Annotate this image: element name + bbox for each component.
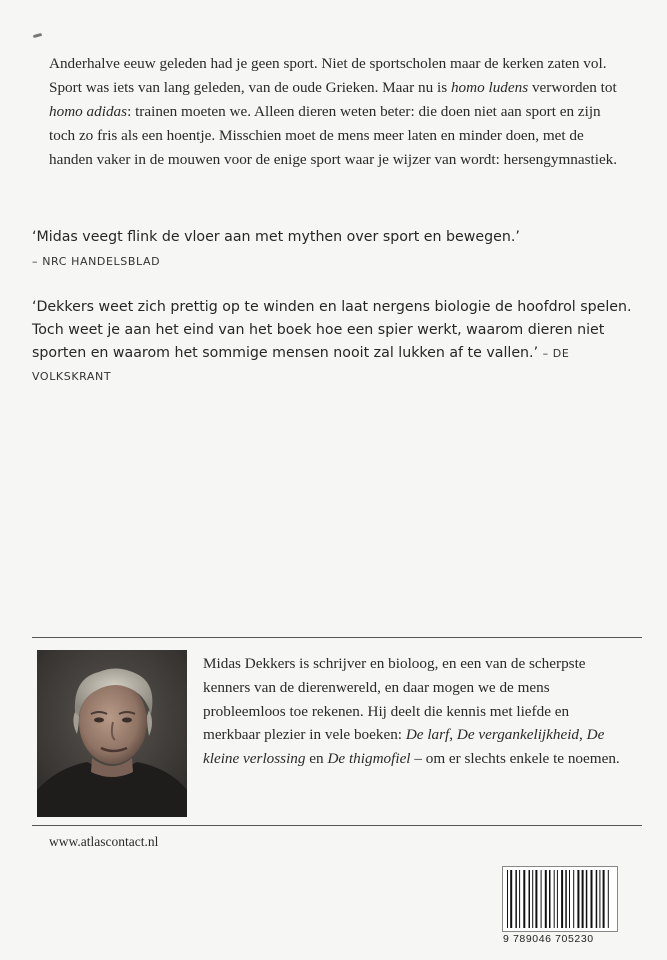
bio-part: , [449,726,457,744]
barcode-bar [541,870,542,928]
bio-title-larf: De larf [405,726,450,744]
bio-part: – om er slechts enkele te noemen. [410,750,620,768]
barcode-bar [565,870,567,928]
barcode-bar [515,870,517,928]
review-quote-2 [32,296,642,388]
quote-source: – NRC HANDELSBLAD [32,255,161,268]
isbn-number: 9 789046 705230 [503,933,594,945]
barcode-bar [532,870,533,928]
divider-bottom [32,825,642,826]
barcode-bar [591,870,593,928]
barcode-bar [529,870,531,928]
blurb-part: : trainen moeten we. Alleen dieren weten beter: die doen niet aan sport en zijn toch zo fris als een hoentje. Misschien moet de mens meer laten en minder doen, met de handen vaker in de mouwen voor de enige sport waar je wijzer van wordt: hersengymnastiek. [49,103,618,168]
barcode-bar [561,870,563,928]
barcode-bar [596,870,598,928]
blurb-part-italic: homo ludens [450,79,529,96]
barcode-bar [523,870,525,928]
barcode-bar [519,870,520,928]
blurb-part-italic: homo adidas [49,103,128,120]
barcode-bar [554,870,555,928]
smudge-mark [33,33,42,38]
blurb-part: verworden tot [528,79,617,96]
isbn-barcode [502,866,618,932]
barcode-bar [582,870,584,928]
quote-text: ‘Dekkers weet zich prettig op te winden en laat nergens biologie de hoofdrol spelen. Toch weet je aan het eind van het boek hoe een spier werkt, waarom dieren niet sporten en waarom het sommige mensen nooit zal lukken af te vallen.’ [32,299,632,361]
barcode-bar [599,870,600,928]
barcode-bar [557,870,558,928]
quote-source: – DE VOLKSKRANT [32,347,570,383]
author-portrait-image [37,650,187,817]
blurb-text [49,52,629,172]
barcode-bar [569,870,570,928]
barcode-bar [535,870,537,928]
barcode-bar [586,870,588,928]
bio-part: , [579,726,587,744]
barcode-bar [577,870,579,928]
review-quote-1 [32,226,642,273]
barcode-bar [510,870,512,928]
blurb-paragraph [49,52,629,172]
bio-title-thigmofiel: De thigmofiel [327,750,411,768]
barcode-bar [608,870,609,928]
divider-top [32,637,642,638]
barcode-bar [545,870,547,928]
bio-part: Midas Dekkers is schrijver en bioloog, en een van de scherpste kenners van de dierenwereld, en daar mogen we de mens probleemloos toe rekenen. Hij deelt die kennis met liefde en merkbaar plezier in vele boeken: [203,655,586,744]
publisher-website[interactable]: www.atlascontact.nl [49,834,159,849]
bio-part: en [305,750,328,768]
barcode-bar [507,870,508,928]
bio-title-vergankelijkheid: De vergankelijkheid [456,726,580,744]
barcode-bar [603,870,605,928]
barcode-bars [503,867,617,931]
bio-paragraph [203,652,623,771]
barcode-bar [573,870,574,928]
blurb-part: Anderhalve eeuw geleden had je geen sport. Niet de sportscholen maar de kerken zaten vol. Sport was iets van lang geleden, van de oude Grieken. Maar nu is [49,55,607,96]
barcode-bar [549,870,551,928]
author-bio [203,652,623,771]
quote-text: ‘Midas veegt flink de vloer aan met mythen over sport en bewegen.’ [32,229,520,245]
bio-title-kleine-verlossing: De kleine verlossing [203,726,605,768]
author-photo [37,650,187,817]
